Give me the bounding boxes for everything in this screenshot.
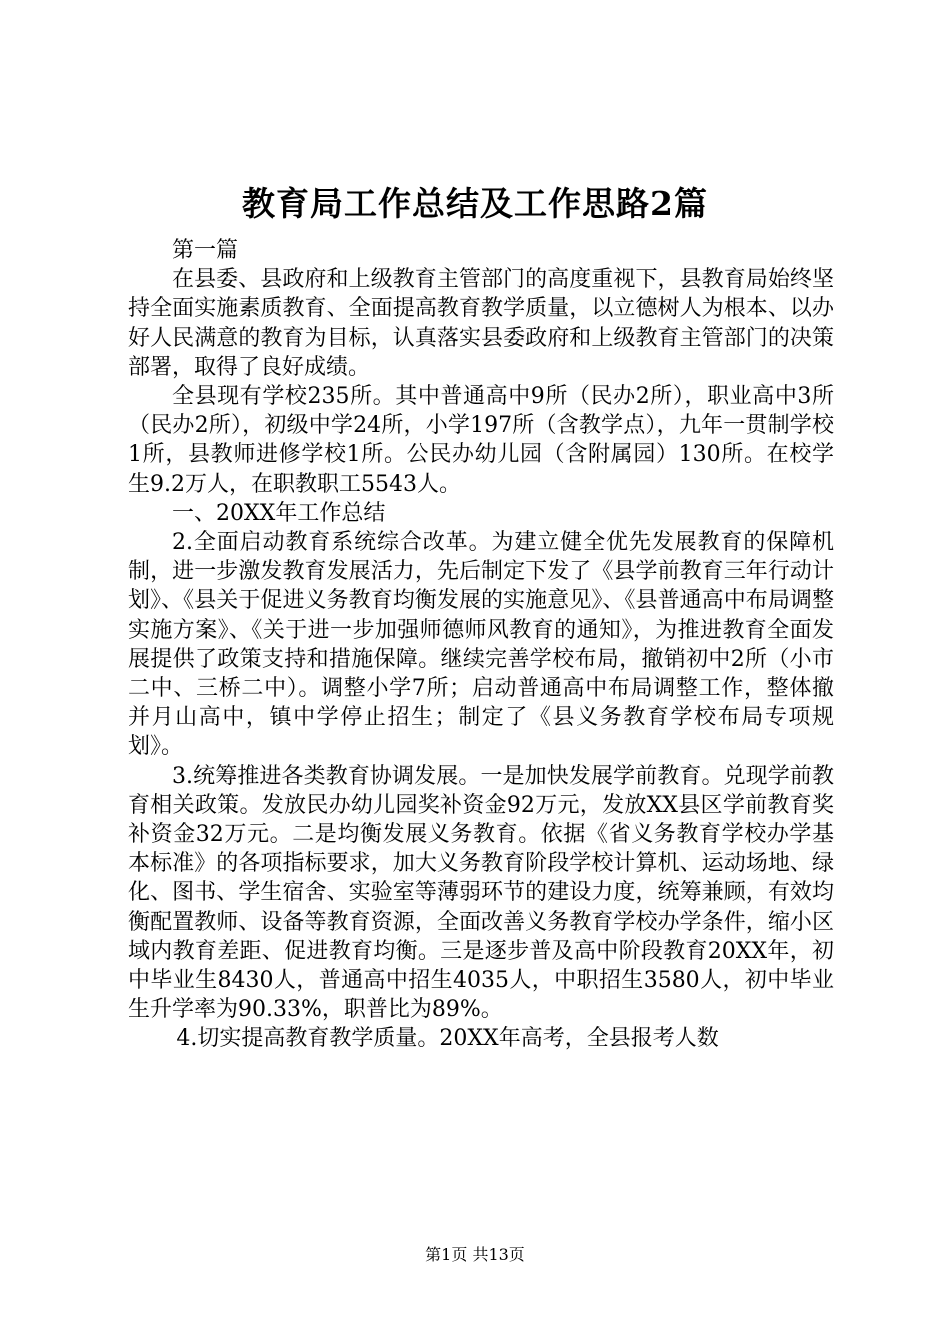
paragraph-quality: 4.切实提高教育教学质量。20XX年高考，全县报考人数 [176, 1026, 719, 1052]
page-footer: 第1页 共13页 [425, 1245, 525, 1264]
paragraph-reform: 2.全面启动教育系统综合改革。为建立健全优先发展教育的保障机制，进一步激发教育发展活力，先后制定下发了《县学前教育三年行动计划》、《县关于促进义务教育均衡发展的实施意见》、《县普通高中布局调整实施方案》、《关于进一步加强师德师风教育的通知》，为推进教育全面发展提供了政策支持和措施保障。继续完善学校布局，撤销初中2所（小市二中、三桥二中）。调整小学7所；启动普通高中布局调整工作，整体撤并月山高中，镇中学停止招生；制定了《县义务教育学校布局专项规划》。 [128, 530, 834, 760]
section-heading-summary: 一、20XX年工作总结 [172, 500, 386, 526]
paragraph-school-stats: 全县现有学校235所。其中普通高中9所（民办2所），职业高中3所（民办2所），初级中学24所，小学197所（含教学点），九年一贯制学校1所，县教师进修学校1所。公民办幼儿园（含附属园）130所。在校学生9.2万人，在职教职工5543人。 [128, 384, 834, 497]
paragraph-intro: 在县委、县政府和上级教育主管部门的高度重视下，县教育局始终坚持全面实施素质教育、全面提高教育教学质量，以立德树人为根本、以办好人民满意的教育为目标，认真落实县委政府和上级教育主管部门的决策部署，取得了良好成绩。 [128, 267, 834, 380]
section-heading-first: 第一篇 [172, 238, 239, 263]
document-body [128, 236, 834, 1054]
paragraph-coordinated-development: 3.统筹推进各类教育协调发展。一是加快发展学前教育。兑现学前教育相关政策。发放民办幼儿园奖补资金92万元，发放XX县区学前教育奖补资金32万元。二是均衡发展义务教育。依据《省义务教育学校办学基本标准》的各项指标要求，加大义务教育阶段学校计算机、运动场地、绿化、图书、学生宿舍、实验室等薄弱环节的建设力度，统筹兼顾，有效均衡配置教师、设备等教育资源，全面改善义务教育学校办学条件，缩小区域内教育差距、促进教育均衡。三是逐步普及高中阶段教育20XX年，初中毕业生8430人，普通高中招生4035人，中职招生3580人，初中毕业生升学率为90.33%，职普比为89%。 [128, 763, 834, 1023]
document-title: 教育局工作总结及工作思路2篇 [242, 184, 708, 223]
